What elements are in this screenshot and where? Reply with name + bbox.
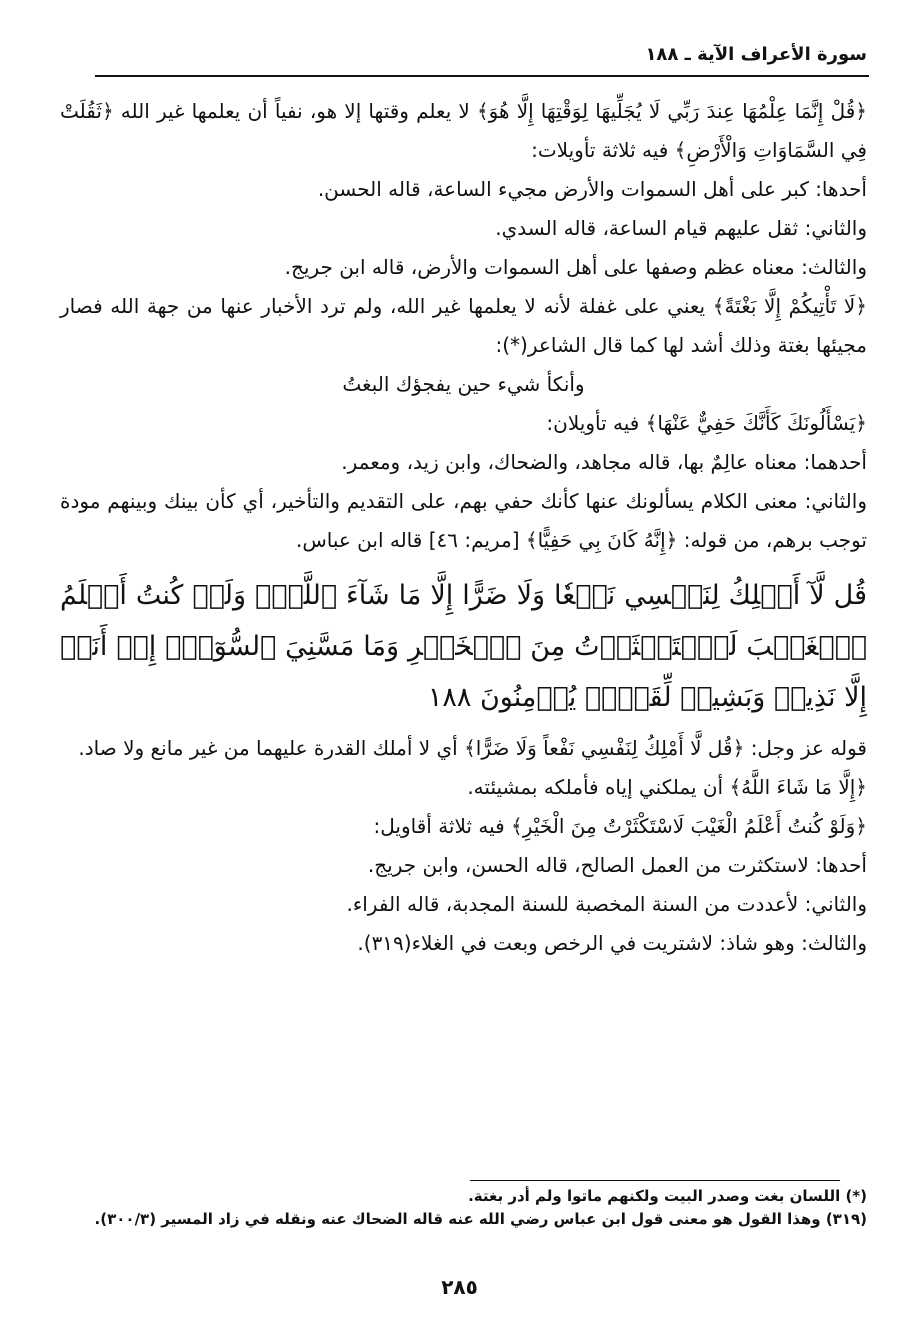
footnote: (*) اللسان بغت وصدر البيت ولكنهم ماتوا ولم أدر بغتة. bbox=[468, 1187, 867, 1205]
quran-verse: قُل لَّآ أَمۡلِكُ لِنَفۡسِي نَفۡعٗا وَلَا ضَرًّا إِلَّا مَا شَآءَ ٱللَّهُۚ وَلَوۡ كُنتُ أَعۡلَمُ ٱلۡغَيۡبَ لَٱسۡتَكۡثَرۡتُ مِنَ ٱلۡخَيۡرِ وَمَا مَسَّنِيَ ٱلسُّوٓءُۚ إِنۡ أَنَا۠ إِلَّا نَذِيرٞ وَبَشِيرٞ لِّقَوۡمٖ يُؤۡمِنُونَ ١٨٨ bbox=[60, 580, 867, 713]
main-text bbox=[60, 92, 867, 963]
paragraph: والثاني: ثقل عليهم قيام الساعة، قاله السدي. bbox=[495, 216, 867, 240]
paragraph: قوله عز وجل: ﴿قُل لَّا أَمْلِكُ لِنَفْسِي نَفْعاً وَلَا ضَرًّا﴾ أي لا أملك القدرة عليهما من غير مانع ولا صاد. bbox=[78, 736, 867, 760]
paragraph: ﴿إِلَّا مَا شَاءَ اللَّهُ﴾ أن يملكني إياه فأملكه بمشيئته. bbox=[467, 775, 867, 799]
poetry-verse: وأنكأ شيء حين يفجؤك البغتُ bbox=[342, 372, 585, 396]
page-number: ٢٨٥ bbox=[441, 1275, 478, 1299]
paragraph: ﴿لَا تَأْتِيكُمْ إِلَّا بَغْتَةً﴾ يعني على غفلة لأنه لا يعلمها غير الله، ولم ترد الأخبار عنها من جهة الله فصار مجيئها بغتة وذلك أشد لها كما قال الشاعر(*): bbox=[60, 294, 867, 357]
paragraph: ﴿وَلَوْ كُنتُ أَعْلَمُ الْغَيْبَ لَاسْتَكْثَرْتُ مِنَ الْخَيْرِ﴾ فيه ثلاثة أقاويل: bbox=[373, 814, 867, 838]
paragraph: والثالث: وهو شاذ: لاشتريت في الرخص وبعت في الغلاء(٣١٩). bbox=[357, 931, 867, 955]
paragraph: والثالث: معناه عظم وصفها على أهل السموات والأرض، قاله ابن جريج. bbox=[284, 255, 867, 279]
paragraph: أحدها: لاستكثرت من العمل الصالح، قاله الحسن، وابن جريج. bbox=[367, 853, 867, 877]
paragraph: والثاني: معنى الكلام يسألونك عنها كأنك حفي بهم، على التقديم والتأخير، أي كأن بينك وبينهم مودة توجب برهم، من قوله: ﴿إِنَّهُ كَانَ بِي حَفِيًّا﴾ [مريم: ٤٦] قاله ابن عباس. bbox=[60, 489, 867, 552]
paragraph: أحدهما: معناه عالِمٌ بها، قاله مجاهد، والضحاك، وابن زيد، ومعمر. bbox=[341, 450, 867, 474]
running-header: سورة الأعراف الآية ـ ١٨٨ bbox=[645, 44, 867, 65]
paragraph: ﴿قُلْ إِنَّمَا عِلْمُهَا عِندَ رَبِّي لَا يُجَلِّيهَا لِوَقْتِهَا إِلَّا هُوَ﴾ لا يعلم وقتها إلا هو، نفياً أن يعلمها غير الله ﴿ثَقُلَتْ فِي السَّمَاوَاتِ وَالْأَرْضِ﴾ فيه ثلاثة تأويلات: bbox=[60, 99, 867, 162]
paragraph: ﴿يَسْأَلُونَكَ كَأَنَّكَ حَفِيٌّ عَنْهَا﴾ فيه تأويلان: bbox=[546, 411, 867, 435]
header-rule bbox=[95, 75, 869, 77]
paragraph: أحدها: كبر على أهل السموات والأرض مجيء الساعة، قاله الحسن. bbox=[317, 177, 867, 201]
footnote: (٣١٩) وهذا القول هو معنى قول ابن عباس رضي الله عنه قاله الضحاك عنه ونقله في زاد المسير (٣٠٠/٣). bbox=[94, 1210, 867, 1228]
paragraph: والثاني: لأعددت من السنة المخصبة للسنة المجدبة، قاله الفراء. bbox=[346, 892, 867, 916]
footnote-rule bbox=[470, 1180, 840, 1181]
footnotes bbox=[60, 1185, 867, 1231]
